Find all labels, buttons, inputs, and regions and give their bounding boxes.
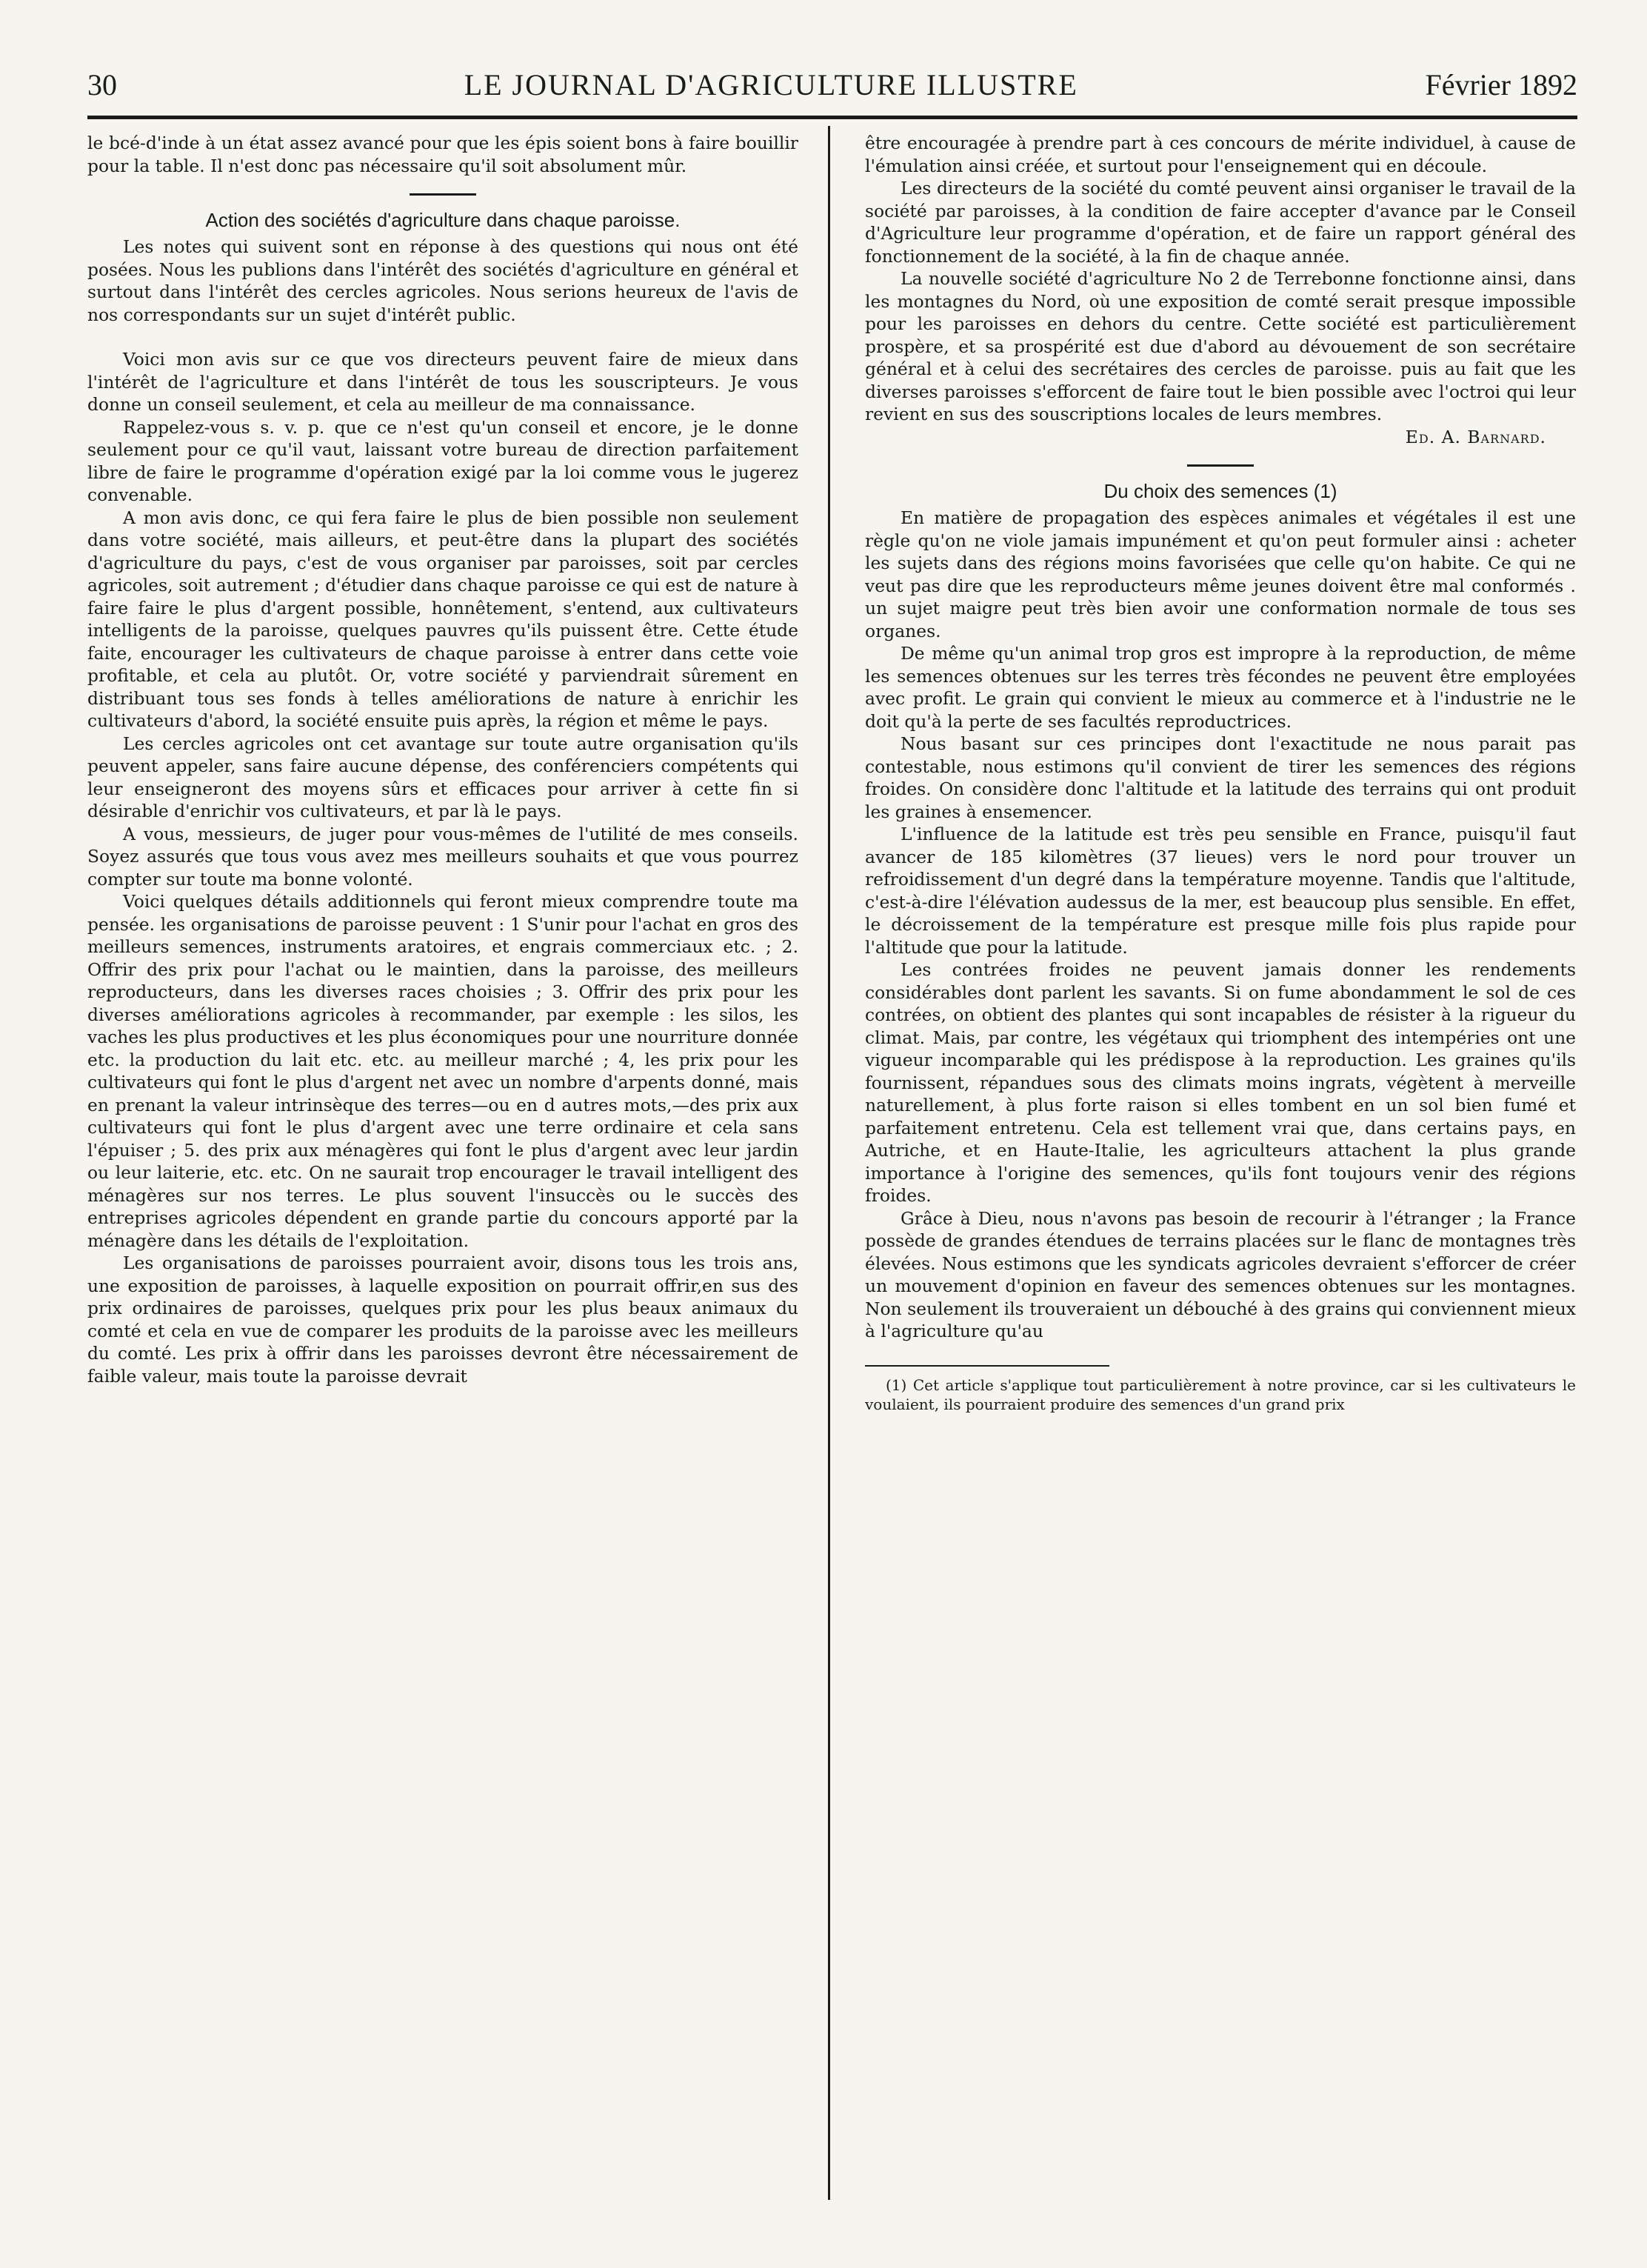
header-rule [87,116,1577,119]
author-signature: Ed. A. Barnard. [1405,426,1546,447]
journal-title: LE JOURNAL D'AGRICULTURE ILLUSTRE [464,67,1078,101]
paragraph: Grâce à Dieu, nous n'avons pas besoin de recourir à l'étranger ; la France possède de grandes étendues de terrains placées sur le flanc de montagnes très élevées. Nous estimons que les syndicats agricoles devraient s'efforcer de créer un mouvement d'opinion en faveur des semences obtenues sur les montagnes. Non seulement ils trouveraient un débouché à des grains qui conviennent mieux à l'agriculture qu'au [865,1207,1576,1341]
continued-paragraph: être encouragée à prendre part à ces concours de mérite individuel, à cause de l'émulation ainsi créée, et surtout pour l'enseignement qui en découle. [865,133,1576,176]
column-divider [828,126,830,2200]
paragraph: L'influence de la latitude est très peu sensible en France, puisqu'il faut avancer de 185 kilomètres (37 lieues) vers le nord pour trouver un refroidissement d'un degré dans la température moyenne. Tandis que l'altitude, c'est-à-dire l'élévation audessus de la mer, est beaucoup plus sensible. En effet, le décroissement de la température est presque mille fois plus rapide pour l'altitude que pour la latitude. [865,824,1576,958]
section-title-societes: Action des sociétés d'agriculture dans chaque paroisse. [205,209,681,231]
section-rule [1187,464,1254,467]
section-rule [410,193,476,196]
paragraph: A mon avis donc, ce qui fera faire le plus de bien possible non seulement dans votre société, mais ailleurs, et peut-être dans la plupart des sociétés d'agriculture du pays, c'est de vous organiser par paroisses, soit par cercles agricoles, soit autrement ; d'étudier dans chaque paroisse ce qui est de nature à faire faire le plus d'argent possible, honnêtement, s'entend, aux cultivateurs intelligents de la paroisse, quelques pauvres qu'ils puissent être. Cette étude faite, encourager les cultivateurs de chaque paroisse à entrer dans cette voie profitable, et cela au plutôt. Or, votre société y parviendrait sûrement en distribuant tous ses fonds à telles améliorations de nature à enrichir les cultivateurs d'abord, la société ensuite puis après, la région et même le pays. [87,507,798,731]
right-column [865,132,1576,1414]
footnote: (1) Cet article s'applique tout particulièrement à notre province, car si les cultivateurs le voulaient, ils pourraient produire des semences d'un grand prix [865,1375,1576,1413]
page-header [87,61,1577,108]
intro-paragraph: le bcé-d'inde à un état assez avancé pour que les épis soient bons à faire bouillir pour la table. Il n'est donc pas nécessaire qu'il soit absolument mûr. [87,133,798,176]
paragraph: Voici mon avis sur ce que vos directeurs peuvent faire de mieux dans l'intérêt de l'agriculture et dans l'intérêt de tous les souscripteurs. Je vous donne un conseil seulement, et cela au meilleur de ma connaissance. [87,349,798,415]
page-number: 30 [87,67,117,101]
paragraph: Les cercles agricoles ont cet avantage sur toute autre organisation qu'ils peuvent appeler, sans faire aucune dépense, des conférenciers compétents qui leur enseigneront des moyens sûrs et efficaces pour arriver à cette fin si désirable d'enrichir vos cultivateurs, et par là le pays. [87,733,798,821]
section-title-semences: Du choix des semences (1) [1103,480,1337,502]
issue-date: Février 1892 [1425,67,1577,101]
paragraph: Les directeurs de la société du comté peuvent ainsi organiser le travail de la société par paroisses, à la condition de faire accepter d'avance par le Conseil d'Agriculture leur programme d'opération, et de faire un rapport général des fonctionnement de la société, à la fin de chaque année. [865,178,1576,267]
paragraph: Les organisations de paroisses pourraient avoir, disons tous les trois ans, une exposition de paroisses, à laquelle exposition on pourrait offrir,en sus des prix ordinaires de paroisses, quelques prix pour les plus beaux animaux du comté et cela en vue de comparer les produits de la paroisse avec les meilleurs du comté. Les prix à offrir dans les paroisses devront être nécessairement de faible valeur, mais toute la paroisse devrait [87,1253,798,1387]
paragraph: Voici quelques détails additionnels qui feront mieux comprendre toute ma pensée. les organisations de paroisse peuvent : 1 S'unir pour l'achat en gros des meilleurs semences, instruments aratoires, et engrais commerciaux etc. ; 2. Offrir des prix pour l'achat ou le maintien, dans la paroisse, des meilleurs reproducteurs, dans les diverses races choisies ; 3. Offrir des prix pour les diverses améliorations agricoles à recommander, par exemple : les silos, les vaches les plus productives et les plus économiques pour une nourriture donnée etc. la production du lait etc. etc. au meilleur marché ; 4, les prix pour les cultivateurs qui font le plus d'argent net avec un nombre d'arpents donné, mais en prenant la valeur intrinsèque des terres—ou en d autres mots,—des prix aux cultivateurs qui font le plus d'argent avec une terre ordinaire et cela sans l'épuiser ; 5. des prix aux ménagères qui font le plus d'argent avec leur jardin ou leur laiterie, etc. etc. On ne saurait trop encourager le travail intelligent des ménagères sur nos terres. Le plus souvent l'insuccès ou le succès des entreprises agricoles dépendent en grande partie du concours apporté par la ménagère dans les détails de l'exploitation. [87,891,798,1251]
paragraph: Rappelez-vous s. v. p. que ce n'est qu'un conseil et encore, je le donne seulement pour ce qu'il vaut, laissant votre bureau de direction parfaitement libre de faire le programme d'opération exigé par la loi comme vous le jugerez convenable. [87,416,798,505]
spacer [87,326,798,348]
paragraph: Les contrées froides ne peuvent jamais donner les rendements considérables dont parlent les savants. Si on fume abondamment le sol de ces contrées, on obtient des plantes qui sont incapables de résister à la rigueur du climat. Mais, par contre, les végétaux qui triomphent des intempéries ont une vigueur incomparable qui les prédispose à la reproduction. Les graines qu'ils fournissent, répandues sous des climats moins ingrats, végètent à merveille naturellement, à plus forte raison si elles tombent en un sol bien fumé et parfaitement entretenu. Cela est tellement vrai que, dans certains pays, en Autriche, et en Haute-Italie, les agriculteurs attachent la plus grande importance à l'origine des semences, qu'ils font toujours venir des régions froides. [865,959,1576,1206]
paragraph: La nouvelle société d'agriculture No 2 de Terrebonne fonctionne ainsi, dans les montagnes du Nord, où une exposition de comté serait presque impossible pour les paroisses en dehors du centre. Cette société est particulièrement prospère, et sa prospérité est due d'abord au dévouement de son secrétaire général et à celui des secrétaires des cercles de paroisse. puis au fait que les diverses paroisses s'efforcent de faire tout le bien possible avec l'octroi qui leur revient en sus des souscriptions locales de leurs membres. [865,268,1576,424]
paragraph: Les notes qui suivent sont en réponse à des questions qui nous ont été posées. Nous les publions dans l'intérêt des sociétés d'agriculture en général et surtout dans l'intérêt des cercles agricoles. Nous serions heureux de l'avis de nos correspondants sur un sujet d'intérêt public. [87,236,798,325]
paragraph: Nous basant sur ces principes dont l'exactitude ne nous parait pas contestable, nous estimons qu'il convient de tirer les semences des régions froides. On considère donc l'altitude et la latitude des terrains qui ont produit les graines à ensemencer. [865,733,1576,822]
paragraph: A vous, messieurs, de juger pour vous-mêmes de l'utilité de mes conseils. Soyez assurés que tous vous avez mes meilleurs souhaits et que vous pourrez compter sur toute ma bonne volonté. [87,823,798,890]
footnote-rule [865,1365,1109,1367]
paragraph: En matière de propagation des espèces animales et végétales il est une règle qu'on ne viole jamais impunément et qu'on peut formuler ainsi : acheter les sujets dans des régions moins favorisées que celle qu'on habite. Ce qui ne veut pas dire que les reproducteurs même jeunes doivent être mal conformés . un sujet maigre peut très bien avoir une conformation normale de tous ses organes. [865,507,1576,641]
left-column [87,132,798,1387]
paragraph: De même qu'un animal trop gros est impropre à la reproduction, de même les semences obtenues sur les terres très fécondes ne peuvent être employées avec profit. Le grain qui convient le mieux au commerce et à l'industrie ne le doit qu'à la perte de ses facultés reproductrices. [865,643,1576,732]
